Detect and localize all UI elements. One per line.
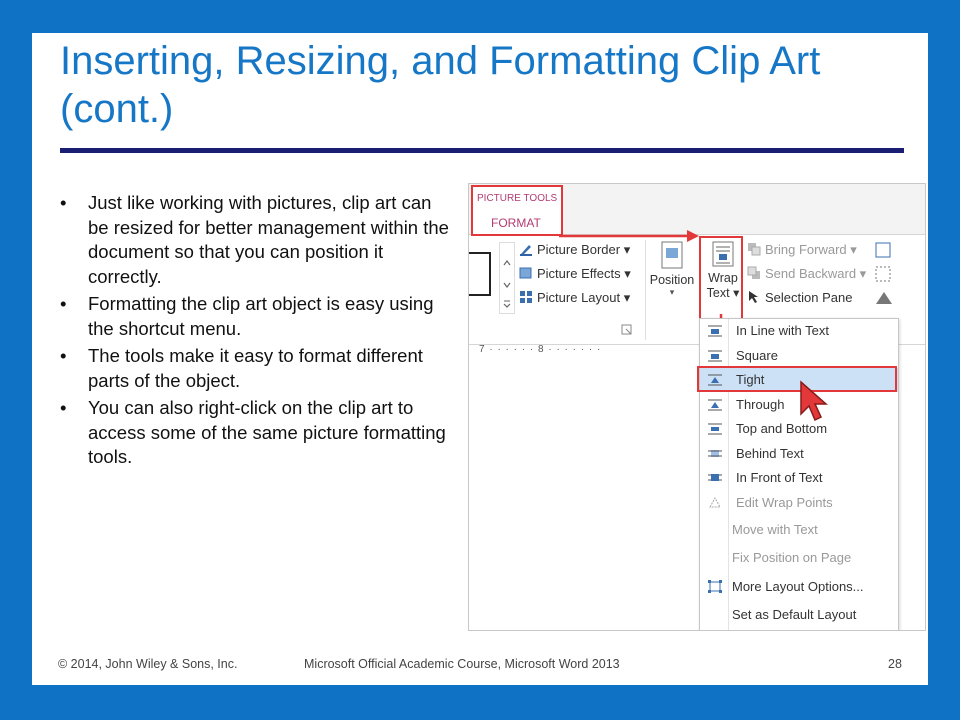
picture-layout-label: Picture Layout (537, 290, 621, 305)
selection-pane-label: Selection Pane (765, 290, 853, 305)
bring-forward-button[interactable]: Bring Forward ▾ (747, 242, 857, 258)
wrap-text-menu (699, 318, 899, 631)
align-group-icons (873, 240, 895, 310)
mouse-pointer-icon (799, 380, 829, 426)
picture-border-icon (519, 242, 533, 256)
bullet-glyph: • (60, 345, 67, 366)
menu-item-in-line-with-text[interactable] (700, 319, 898, 343)
bullet-glyph: • (60, 397, 67, 418)
format-tab[interactable]: FORMAT (491, 216, 541, 230)
send-backward-icon (747, 266, 761, 280)
footer-copyright: © 2014, John Wiley & Sons, Inc. (58, 657, 238, 671)
tight-option-highlight (697, 366, 897, 392)
picture-tools-label: PICTURE TOOLS (477, 193, 558, 204)
bullet-text: Formatting the clip art object is easy using the shortcut menu. (88, 293, 434, 339)
position-label: Position (649, 273, 695, 287)
menu-item-more-layout-options[interactable] (700, 575, 898, 599)
picture-effects-button[interactable]: Picture Effects ▾ (519, 266, 631, 282)
bring-forward-icon (747, 242, 761, 256)
position-button[interactable]: Position ▾ (649, 240, 695, 298)
picture-effects-label: Picture Effects (537, 266, 621, 281)
menu-item-label: Set as Default Layout (732, 607, 857, 622)
top-bottom-icon (708, 422, 722, 435)
bring-forward-label: Bring Forward (765, 242, 847, 257)
menu-item-fix-position[interactable] (700, 546, 898, 570)
bullet-text: The tools make it easy to format different parts of the object. (88, 345, 423, 391)
menu-item-in-front-of-text[interactable] (700, 466, 898, 490)
page-number: 28 (888, 657, 902, 671)
layout-options-icon (708, 580, 722, 593)
menu-item-behind-text[interactable] (700, 442, 898, 466)
wrap-text-button[interactable]: Wrap Text ▾ (703, 240, 743, 301)
menu-item-label: Top and Bottom (736, 421, 828, 436)
bullet-item (56, 191, 456, 289)
bullet-list (56, 191, 456, 473)
text-label: Text (706, 286, 730, 300)
in-line-icon (708, 324, 722, 337)
gallery-arrows-icon (500, 243, 514, 313)
bullet-text: You can also right-click on the clip art to access some of the same picture formatting tools. (88, 397, 446, 467)
title-rule (60, 148, 904, 153)
bullet-item (56, 396, 456, 470)
word-screenshot (468, 183, 926, 631)
menu-item-label: In Front of Text (736, 470, 823, 485)
selection-pane-button[interactable] (747, 290, 852, 305)
in-front-icon (708, 471, 722, 484)
menu-item-move-with-text[interactable] (700, 518, 898, 542)
picture-layout-icon (519, 290, 533, 304)
bullet-text: Just like working with pictures, clip art can be resized for better management within the document so that you can position it correctly. (88, 192, 449, 287)
bullet-glyph: • (60, 293, 67, 314)
menu-item-edit-wrap-points[interactable] (700, 491, 898, 515)
slide (32, 33, 928, 685)
picture-border-label: Picture Border (537, 242, 621, 257)
menu-item-square[interactable] (700, 344, 898, 368)
picture-style-thumbnail[interactable] (469, 252, 491, 296)
picture-effects-icon (519, 266, 533, 280)
selection-pane-icon (747, 290, 761, 304)
behind-text-icon (708, 447, 722, 460)
bullet-glyph: • (60, 192, 67, 213)
menu-item-label: Through (736, 397, 785, 412)
edit-wrap-points-icon (708, 496, 722, 509)
footer-course: Microsoft Official Academic Course, Microsoft Word 2013 (304, 657, 620, 671)
menu-item-label: Fix Position on Page (732, 550, 852, 565)
picture-border-button[interactable]: Picture Border ▾ (519, 242, 630, 258)
through-wrap-icon (708, 398, 722, 411)
menu-item-label: Edit Wrap Points (736, 495, 833, 510)
bullet-item (56, 292, 456, 341)
square-wrap-icon (708, 349, 722, 362)
menu-item-label: Behind Text (736, 446, 804, 461)
menu-item-label: In Line with Text (736, 323, 829, 338)
menu-item-label: More Layout Options... (732, 579, 864, 594)
picture-layout-button[interactable]: Picture Layout ▾ (519, 290, 630, 306)
bullet-item (56, 344, 456, 393)
menu-item-label: Tight (736, 372, 765, 387)
send-backward-label: Send Backward (765, 266, 857, 281)
styles-gallery-scroll[interactable] (499, 242, 515, 314)
send-backward-button[interactable]: Send Backward ▾ (747, 266, 866, 282)
picture-tools-tab-highlight[interactable] (471, 185, 563, 236)
wrap-label: Wrap (708, 271, 738, 285)
menu-item-set-default-layout[interactable] (700, 603, 898, 627)
menu-item-label: Move with Text (732, 522, 818, 537)
slide-title: Inserting, Resizing, and Formatting Clip Art (cont.) (60, 39, 821, 131)
menu-item-label: Square (736, 348, 778, 363)
ruler: 7 · · · · · · 8 · · · · · · · (479, 344, 602, 355)
